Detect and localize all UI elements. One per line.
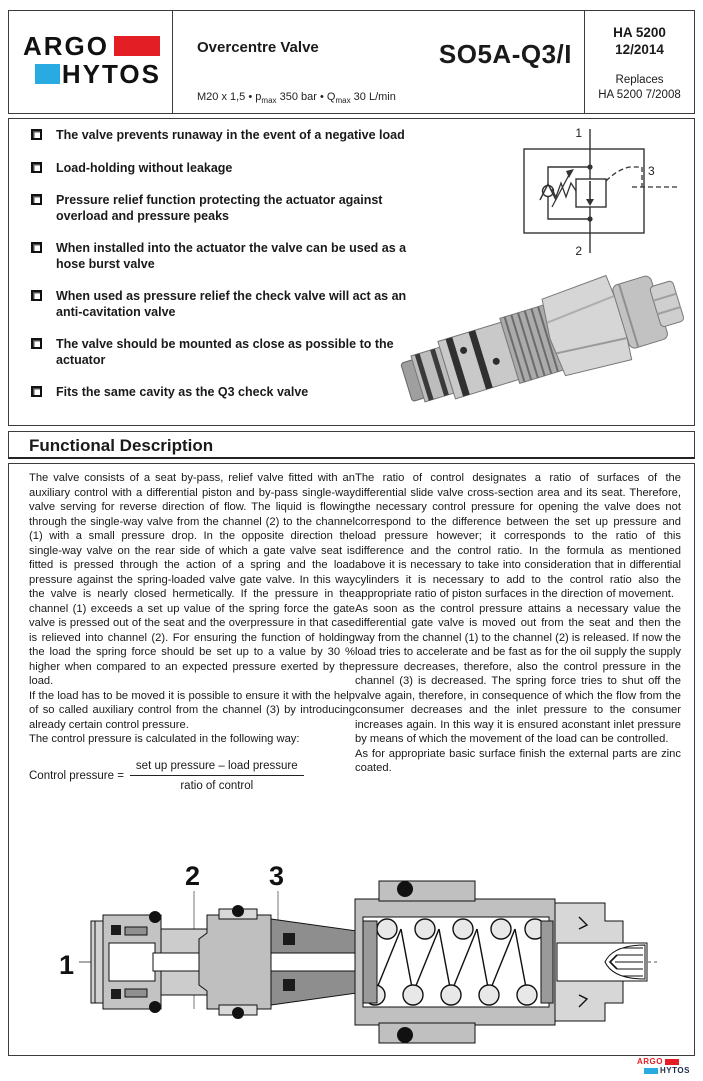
spec-q-symbol: Q xyxy=(326,91,336,103)
replaces-block xyxy=(585,73,694,103)
text-column-right xyxy=(355,471,681,776)
formula-fraction xyxy=(130,759,304,794)
formula-denominator: ratio of control xyxy=(180,780,254,792)
spec-p-subscript: max xyxy=(261,96,277,106)
spec-q-subscript: max xyxy=(335,96,351,106)
svg-text:1: 1 xyxy=(575,126,582,140)
svg-text:1: 1 xyxy=(59,950,75,980)
functional-description-header xyxy=(8,431,695,459)
paragraph: The control pressure is calculated in the following way: xyxy=(29,733,300,745)
svg-text:2: 2 xyxy=(575,244,582,257)
control-pressure-formula xyxy=(29,759,355,794)
product-title: Overcentre Valve xyxy=(197,39,319,56)
header-title-cell xyxy=(172,11,584,113)
footer-logo-cyan-block xyxy=(644,1068,658,1074)
footer-logo-row-top xyxy=(637,1058,695,1066)
formula-lhs: Control pressure = xyxy=(29,769,124,782)
paragraph: The valve consists of a seat by-pass, relief valve fitted with an auxiliary control with a differential piston and by-pass single-way valve serving for reverse direction of flow. The liquid is flowing through the single-way valve from the channel (2) to the channel (1) with a small pressure drop. In the opposite direction the single-way valve on the rear side of which a gate valve seat is fitted is pressed through the action of a spring and the load pressure against the spring-loaded valve gate valve. In this way the valve is nearly closed hermetically. If the pressure in the channel (1) exceeds a set up value of the spring force the gate valve is pressed out of the seat and the overpressure in that case is relieved into channel (2). For ensuring the function of holding the load the spring force should be set up to a value by 30 % higher when compared to an expected pressure exerted by the load. xyxy=(29,472,355,687)
feature-text: Fits the same cavity as the Q3 check valve xyxy=(56,385,309,399)
paragraph: As for appropriate basic surface finish the external parts are zinc coated. xyxy=(355,747,681,774)
replaces-label: Replaces xyxy=(615,74,664,86)
spec-separator: • xyxy=(248,91,253,103)
text-column-left xyxy=(29,471,355,794)
feature-text: The valve prevents runaway in the event of a negative load xyxy=(56,128,405,142)
feature-item xyxy=(31,289,423,320)
features-section xyxy=(8,118,695,426)
model-code: SO5A-Q3/I xyxy=(438,39,572,69)
footer-logo xyxy=(637,1058,695,1075)
formula-numerator: set up pressure – load pressure xyxy=(130,759,304,777)
valve-cross-section-diagram xyxy=(57,859,663,1049)
svg-text:2: 2 xyxy=(185,861,201,891)
feature-item xyxy=(31,337,423,368)
logo-text-argo: ARGO xyxy=(23,31,109,61)
doc-number: HA 5200 xyxy=(613,25,666,40)
feature-text: When used as pressure relief the check valve will act as an anti-cavitation valve xyxy=(56,289,407,319)
logo-row-top xyxy=(23,33,161,59)
feature-text: Load-holding without leakage xyxy=(56,160,233,175)
spec-p-symbol: p xyxy=(255,91,262,103)
valve-product-photo xyxy=(392,255,692,425)
feature-item xyxy=(31,193,423,224)
feature-text: Pressure relief function protecting the actuator against overload and pressure peaks xyxy=(56,193,383,223)
spec-p-value: 350 bar xyxy=(279,91,317,103)
feature-item xyxy=(31,241,423,272)
checkbox-icon xyxy=(31,338,42,349)
logo-row-bottom xyxy=(23,61,161,87)
svg-text:3: 3 xyxy=(648,164,655,178)
checkbox-icon xyxy=(31,290,42,301)
spec-q-value: 30 L/min xyxy=(353,91,396,103)
logo-red-block xyxy=(114,36,160,56)
footer-logo-red-block xyxy=(665,1059,679,1065)
doc-date: 12/2014 xyxy=(615,42,664,57)
paragraph: If the load has to be moved it is possible to ensure it with the help of so called auxiliary control from the channel (3) by introducing already certain control pressure. xyxy=(29,689,355,731)
paragraph: The ratio of control designates a ratio of surfaces of the differential slide valve cross-section area and its seat. Therefore, the necessary control pressure for opening the valve does not correspond to the difference between the set up pressure and load pressure however; it corresponds to the ratio of this difference and the control ratio. In the formula as mentioned above it is necessary to take into consideration that in differential cylinders it is necessary to add to the control ratio also the appropriate ratio of piston surfaces in the direction of movement. xyxy=(355,472,681,600)
logo-text-hytos: HYTOS xyxy=(61,59,161,89)
checkbox-icon xyxy=(31,386,42,397)
svg-text:3: 3 xyxy=(269,861,285,891)
header-logo-cell xyxy=(9,11,172,113)
product-specs xyxy=(197,91,396,105)
logo-cyan-block xyxy=(35,64,60,84)
feature-text: When installed into the actuator the valve can be used as a hose burst valve xyxy=(56,241,407,271)
feature-text: The valve should be mounted as close as possible to the actuator xyxy=(56,337,394,367)
header xyxy=(8,10,695,114)
argo-hytos-logo xyxy=(23,33,161,87)
spec-thread: M20 x 1,5 xyxy=(197,91,246,103)
section-title: Functional Description xyxy=(29,436,214,455)
replaces-doc: HA 5200 7/2008 xyxy=(598,89,681,101)
feature-item xyxy=(31,161,423,177)
footer-logo-row-bottom xyxy=(637,1067,695,1075)
features-list xyxy=(31,128,423,418)
paragraph: As soon as the control pressure attains a necessary value the differential gate valve is moved out from the seat and then the way from the channel (1) to the channel (2) is released. If now the load tries to accelerate and be fast as for the oil supply the supply pressure decreases, therefore, also the control pressure in the channel (3) is decreased. The spring force tries to shut off the valve again, therefore, in consequence of which the flow from the consumer decreases and the inlet pressure to the consumer increases again. In this way it is ensured aconstant inlet pressure by means of which the movement of the load can be controlled. xyxy=(355,602,681,745)
checkbox-icon xyxy=(31,242,42,253)
feature-item xyxy=(31,128,423,144)
footer-logo-text-argo: ARGO xyxy=(637,1057,663,1066)
header-docnum-cell xyxy=(584,11,694,113)
hydraulic-schematic-diagram xyxy=(486,125,686,257)
footer-logo-text-hytos: HYTOS xyxy=(660,1066,690,1075)
checkbox-icon xyxy=(31,194,42,205)
checkbox-icon xyxy=(31,162,42,173)
feature-item xyxy=(31,385,423,401)
functional-description-body xyxy=(8,463,695,1056)
spec-separator: • xyxy=(319,91,324,103)
checkbox-icon xyxy=(31,129,42,140)
